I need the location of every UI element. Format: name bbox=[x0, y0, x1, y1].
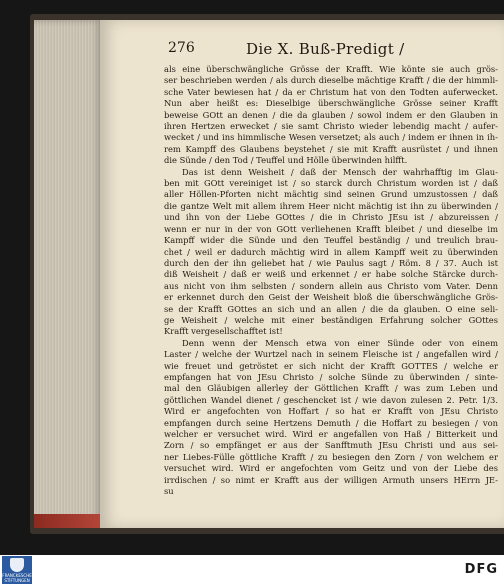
book-page bbox=[100, 20, 504, 528]
text-line: Zorn / so empfänget er aus der Sanfftmuth JEsu Christi und aus sei- bbox=[164, 440, 498, 451]
text-line: die gantze Welt mit allem ihrem Heer nicht mächtig ist ihn zu überwinden / bbox=[164, 200, 498, 211]
text-line: se der Krafft GOttes an sich und an allen / die da glauben. O eine seli- bbox=[164, 303, 498, 314]
text-line: Krafft vergesellschafftet ist! bbox=[164, 326, 283, 337]
text-line: welcher er versuchet wird. Wird er angefallen von Haß / Bitterkeit und bbox=[164, 429, 498, 439]
text-line: aller Höllen-Pforten nicht mächtig sind seinen Grund umzustossen / daß bbox=[164, 189, 498, 200]
running-title: Die X. Buß-Predigt / bbox=[246, 40, 405, 58]
page-edges bbox=[34, 20, 104, 528]
left-logo-text: FRANCKESCHE STIFTUNGEN bbox=[2, 573, 32, 583]
text-line: er erkennet durch den Geist der Weisheit bloß die überschwängliche Grös- bbox=[164, 292, 498, 303]
text-line: empfangen hat von JEsu Christo / solche Sünde zu überwinden / sinte- bbox=[164, 371, 498, 382]
text-line: rem Kampff des Glaubens beystehet / sie mit Krafft ausrüstet / und ihnen bbox=[164, 143, 498, 154]
text-line: su bbox=[164, 486, 174, 497]
text-line: ner Liebes-Fülle göttliche Krafft / zu besiegen den Zorn / von welchem er bbox=[164, 451, 498, 462]
text-line: aus nicht von ihm selbsten / sondern allein aus Christo vom Vater. Denn bbox=[164, 280, 498, 291]
footer-bar bbox=[0, 555, 504, 585]
text-line: empfangen durch seine Hertzens Demuth / die Hoffart zu besiegen / von bbox=[164, 417, 498, 428]
text-line: Laster / welche der Wurtzel nach in seinem Fleische ist / angefallen wird / bbox=[164, 349, 498, 360]
text-line: als eine überschwängliche Grösse der Krafft. Wie könte sie auch grös- bbox=[164, 64, 498, 74]
text-line: wie freuet und getröstet er sich nicht der Krafft GOTTES / welche er bbox=[164, 360, 498, 371]
text-line: ben mit GOtt vereiniget ist / so starck durch Christum worden ist / daß bbox=[164, 178, 498, 189]
text-line: beweise GOtt an denen / die da glauben / sowol indem er den Glauben in bbox=[164, 109, 498, 120]
franckesche-stiftungen-logo bbox=[2, 556, 32, 584]
text-line: mal den Gläubigen allerley der Göttlichen Krafft / was zum Leben und bbox=[164, 383, 498, 394]
text-line: Nun aber heißt es: Dieselbige überschwängliche Grösse seiner Krafft bbox=[164, 98, 498, 109]
text-line: versuchet wird. Wird er angefochten vom Geitz und von der Liebe des bbox=[164, 463, 498, 474]
text-line: irrdischen / so nimt er Krafft aus der willigen Armuth unsers HErrn JE- bbox=[164, 474, 498, 485]
text-line: ge Weisheit / welche mit einer beständigen Erfahrung solcher GOttes bbox=[164, 314, 498, 325]
text-line: Das ist denn Weisheit / daß der Mensch der wahrhafftig im Glau- bbox=[182, 166, 498, 177]
red-edge bbox=[34, 514, 104, 528]
text-line: ihren Hertzen erwecket / sie samt Christo wieder lebendig macht / aufer- bbox=[164, 121, 498, 132]
text-line: chet / weil er dadurch mächtig wird in allem Kampff weit zu überwinden bbox=[164, 246, 498, 257]
text-line: ser beschrieben werden / als durch dieselbe mächtige Krafft / die der himmli- bbox=[164, 75, 498, 86]
text-line: wenn er nur in der von GOtt verliehenen Krafft bleibet / und dieselbe im bbox=[164, 223, 498, 234]
text-line: Denn wenn der Mensch etwa von einer Sünde oder von einem bbox=[182, 337, 498, 348]
page-header bbox=[168, 40, 498, 64]
text-line: Wird er angefochten von Hoffart / so hat er Krafft von JEsu Christo bbox=[164, 406, 498, 417]
body-text bbox=[164, 64, 498, 524]
text-line: durch den der ihn geliebet hat / wie Paulus sagt / Röm. 8 / 37. Auch ist bbox=[164, 257, 498, 268]
text-line: Kampff wider die Sünde und den Teuffel beständig / und treulich brau- bbox=[164, 235, 498, 246]
text-line: sche Vater bewiesen hat / da er Christum hat von den Todten auferwecket. bbox=[164, 86, 498, 97]
text-line: wecket / und ins himmlische Wesen versetzet; als auch / indem er ihnen in ih- bbox=[164, 132, 498, 143]
dfg-logo: DFG bbox=[464, 562, 498, 577]
text-line: göttlichen Wandel dienet / geschencket ist / wie davon zulesen 2. Petr. 1/3. bbox=[164, 394, 498, 405]
text-line: die Sünde / den Tod / Teuffel und Hölle überwinden hilfft. bbox=[164, 155, 408, 166]
text-line: und ihn von der Liebe GOttes / die in Christo JEsu ist / abzureissen / bbox=[164, 212, 498, 223]
text-line: diß Weisheit / daß er weiß und erkennet / er habe solche Stärcke durch- bbox=[164, 269, 498, 280]
page-number: 276 bbox=[168, 40, 195, 56]
crest-icon bbox=[10, 558, 24, 572]
